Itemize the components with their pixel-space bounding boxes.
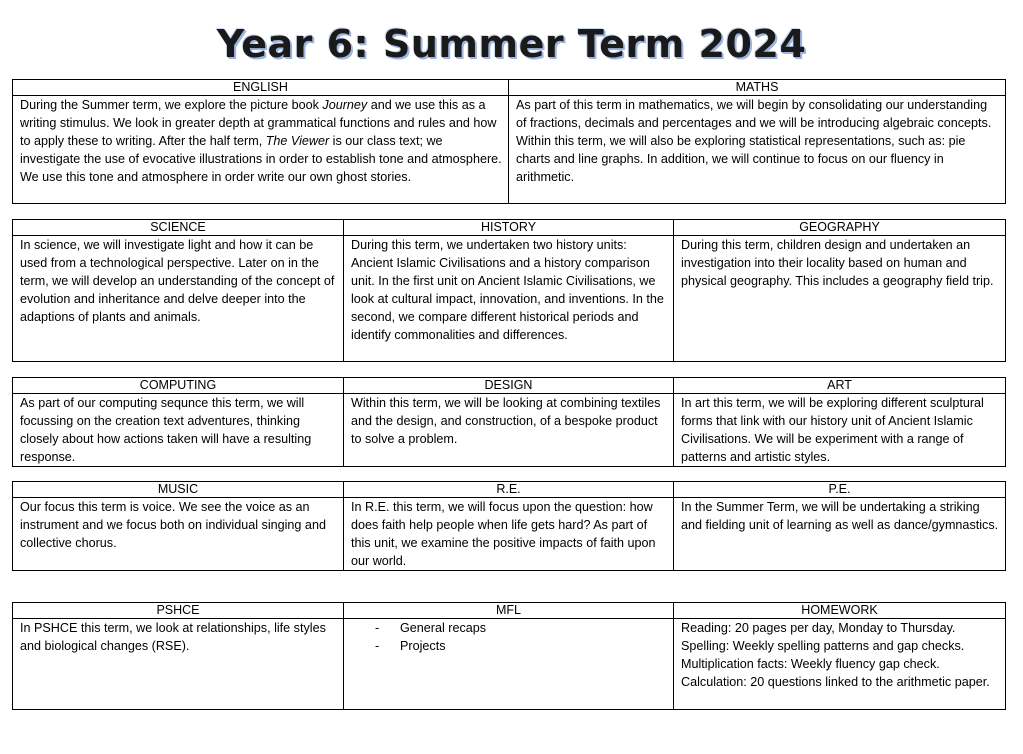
pshce-heading: PSHCE — [13, 603, 344, 619]
mfl-heading: MFL — [344, 603, 674, 619]
science-heading: SCIENCE — [13, 220, 344, 236]
pe-text: In the Summer Term, we will be undertaking a striking and fielding unit of learning as well as dance/gymnastics. — [674, 498, 1006, 571]
page-title: Year 6: Summer Term 2024 — [216, 22, 807, 66]
history-text: During this term, we undertaken two history units: Ancient Islamic Civilisations and a history comparison unit. In the first unit on Ancient Islamic Civilisations, we look at cultural impact, innovation, and inventions. In the second, we compare different historical periods and identify commonalities and differences. — [344, 236, 674, 362]
music-re-pe-table — [12, 481, 1006, 571]
pshce-text: In PSHCE this term, we look at relationships, life styles and biological changes (RSE). — [13, 619, 344, 710]
computing-heading: COMPUTING — [13, 378, 344, 394]
pshce-mfl-homework-table — [12, 602, 1006, 710]
english-book-the-viewer: The Viewer — [265, 134, 330, 148]
geography-text: During this term, children design and undertaken an investigation into their locality based on human and physical geography. This includes a geography field trip. — [674, 236, 1006, 362]
re-text: In R.E. this term, we will focus upon the question: how does faith help people when life gets hard? As part of this unit, we examine the positive impacts of faith upon our world. — [344, 498, 674, 571]
homework-heading: HOMEWORK — [674, 603, 1006, 619]
mfl-list-item: - General recaps — [373, 619, 668, 637]
mfl-cell — [344, 619, 674, 710]
science-history-geography-table — [12, 219, 1006, 362]
mfl-list — [351, 619, 668, 655]
geography-heading: GEOGRAPHY — [674, 220, 1006, 236]
computing-text: As part of our computing sequnce this term, we will focussing on the creation text adventures, thinking closely about how actions taken will have a resulting response. — [13, 394, 344, 467]
art-text: In art this term, we will be exploring different sculptural forms that link with our history unit of Ancient Islamic Civilisations. We will be experiment with a range of patterns and artistic styles. — [674, 394, 1006, 467]
pe-heading: P.E. — [674, 482, 1006, 498]
mfl-list-item: - Projects — [373, 637, 668, 655]
maths-heading: MATHS — [509, 80, 1006, 96]
homework-reading: Reading: 20 pages per day, Monday to Thursday. — [681, 621, 956, 635]
english-book-journey: Journey — [322, 98, 368, 112]
maths-text: As part of this term in mathematics, we will begin by consolidating our understanding of fractions, decimals and percentages and we will be introducing algebraic concepts. Within this term, we will also be exploring statistical representations, such as: pie charts and line graphs. In addition, we will continue to focus on our fluency in arithmetic. — [509, 96, 1006, 204]
history-heading: HISTORY — [344, 220, 674, 236]
english-maths-table — [12, 79, 1006, 204]
computing-design-art-table — [12, 377, 1006, 467]
design-heading: DESIGN — [344, 378, 674, 394]
art-heading: ART — [674, 378, 1006, 394]
design-text: Within this term, we will be looking at combining textiles and the design, and construction, of a bespoke product to solve a problem. — [344, 394, 674, 467]
homework-calculation: Calculation: 20 questions linked to the arithmetic paper. — [681, 675, 990, 689]
english-heading: ENGLISH — [13, 80, 509, 96]
english-text: During the Summer term, we explore the picture book Journey and we use this as a writing stimulus. We look in greater depth at grammatical functions and rules and how to apply these to writing. After the half term, The Viewer is our class text; we investigate the use of evocative illustrations in order to establish tone and atmosphere. We use this tone and atmosphere in order write our own ghost stories. — [13, 96, 509, 204]
homework-cell — [674, 619, 1006, 710]
homework-multiplication: Multiplication facts: Weekly fluency gap check. — [681, 657, 940, 671]
science-text: In science, we will investigate light and how it can be used from a technological perspective. Later on in the term, we will develop an understanding of the concept of evolution and inheritance and delve deeper into the adaptions of plants and animals. — [13, 236, 344, 362]
music-heading: MUSIC — [13, 482, 344, 498]
re-heading: R.E. — [344, 482, 674, 498]
music-text: Our focus this term is voice. We see the voice as an instrument and we focus both on individual singing and collective chorus. — [13, 498, 344, 571]
homework-spelling: Spelling: Weekly spelling patterns and gap checks. — [681, 639, 965, 653]
